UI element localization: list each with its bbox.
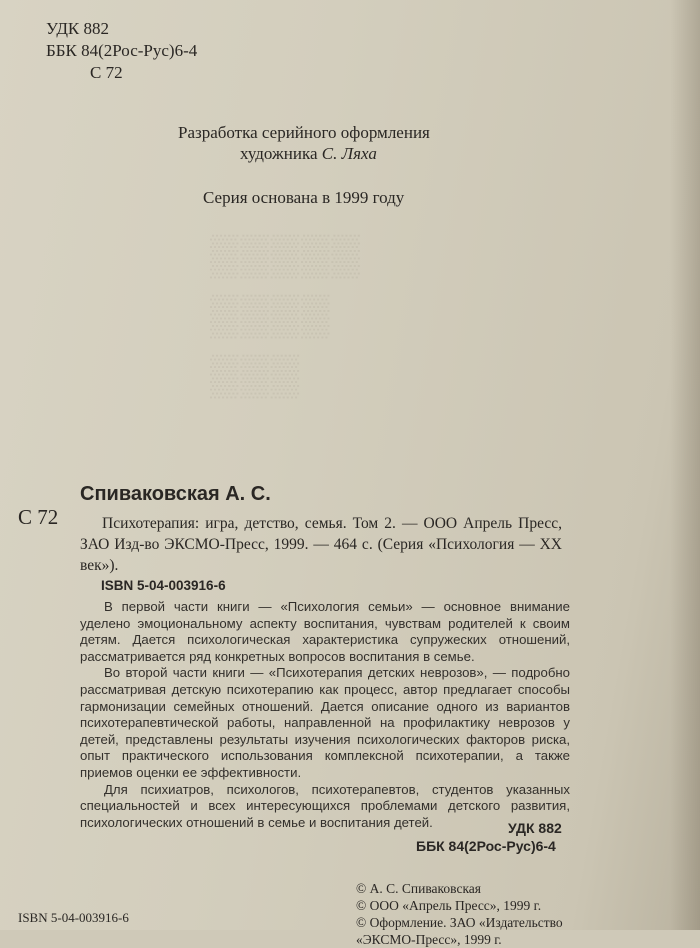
abstract-paragraph-3: Для психиатров, психологов, психотерапевтов, студентов указанных специальностей и всех интересующихся проблемами детского развития, психологических отношений в семье и воспитания детей. (80, 781, 570, 830)
bbk-code: ББК 84(2Рос-Рус)6-4 (46, 41, 198, 60)
copyright-line-3: © Оформление. ЗАО «Издательство (356, 915, 563, 930)
catalog-udk: УДК 882 (508, 820, 562, 836)
show-through-text: ▒▒▒▒▒ ▒▒▒▒ ▒▒▒ (210, 232, 362, 397)
catalog-bbk: ББК 84(2Рос-Рус)6-4 (416, 838, 556, 854)
artist-name: С. Ляха (321, 144, 377, 163)
page-gutter-shadow (670, 0, 700, 930)
isbn-main: ISBN 5-04-003916-6 (101, 578, 226, 593)
design-credit-line2 (178, 143, 430, 164)
bibliographic-entry (80, 513, 562, 576)
series-note: Серия основана в 1999 году (203, 188, 405, 207)
abstract-paragraph-1: В первой части книги — «Психология семьи» — основное внимание уделено эмоциональному аспекту воспитания, чувствам родителей к своим детям. Дается психологическая характеристика супружеских отношений, рассматривается ряд конкретных вопросов воспитания в семье. (80, 599, 570, 664)
author-name: Спиваковская А. С. (80, 483, 271, 505)
book-abstract (80, 599, 570, 831)
cutter-code: С 72 (90, 63, 123, 82)
artist-prefix: художника (240, 144, 322, 163)
udk-code: УДК 882 (46, 19, 110, 38)
bibliographic-text: Психотерапия: игра, детство, семья. Том 2. — ООО Апрель Пресс, ЗАО Изд-во ЭКСМО-Пресс, 1999. — 464 с. (Серия «Психология — XX век»). (80, 515, 562, 574)
isbn-footer: ISBN 5-04-003916-6 (18, 910, 129, 925)
design-credit (178, 122, 430, 164)
header-codes (46, 18, 197, 84)
copyright-line-2: © ООО «Апрель Пресс», 1999 г. (356, 898, 542, 913)
copyright-block (356, 880, 563, 948)
copyright-line-1: © А. С. Спиваковская (356, 881, 481, 896)
design-credit-line1: Разработка серийного оформления (178, 123, 430, 142)
abstract-paragraph-2: Во второй части книги — «Психотерапия детских неврозов», — подробно рассматривая детскую психотерапию как процесс, автор предлагает способы гармонизации семейных отношений. Дается описание одного из вариантов психотерапевтической работы, направленной на профилактику неврозов у детей, представлены результаты изучения психологических факторов риска, опыт практического использования комплексной психотерапии, а также приемов оценки ее эффективности. (80, 665, 570, 780)
copyright-line-4: «ЭКСМО-Пресс», 1999 г. (356, 932, 502, 947)
catalog-cutter: С 72 (18, 505, 59, 529)
